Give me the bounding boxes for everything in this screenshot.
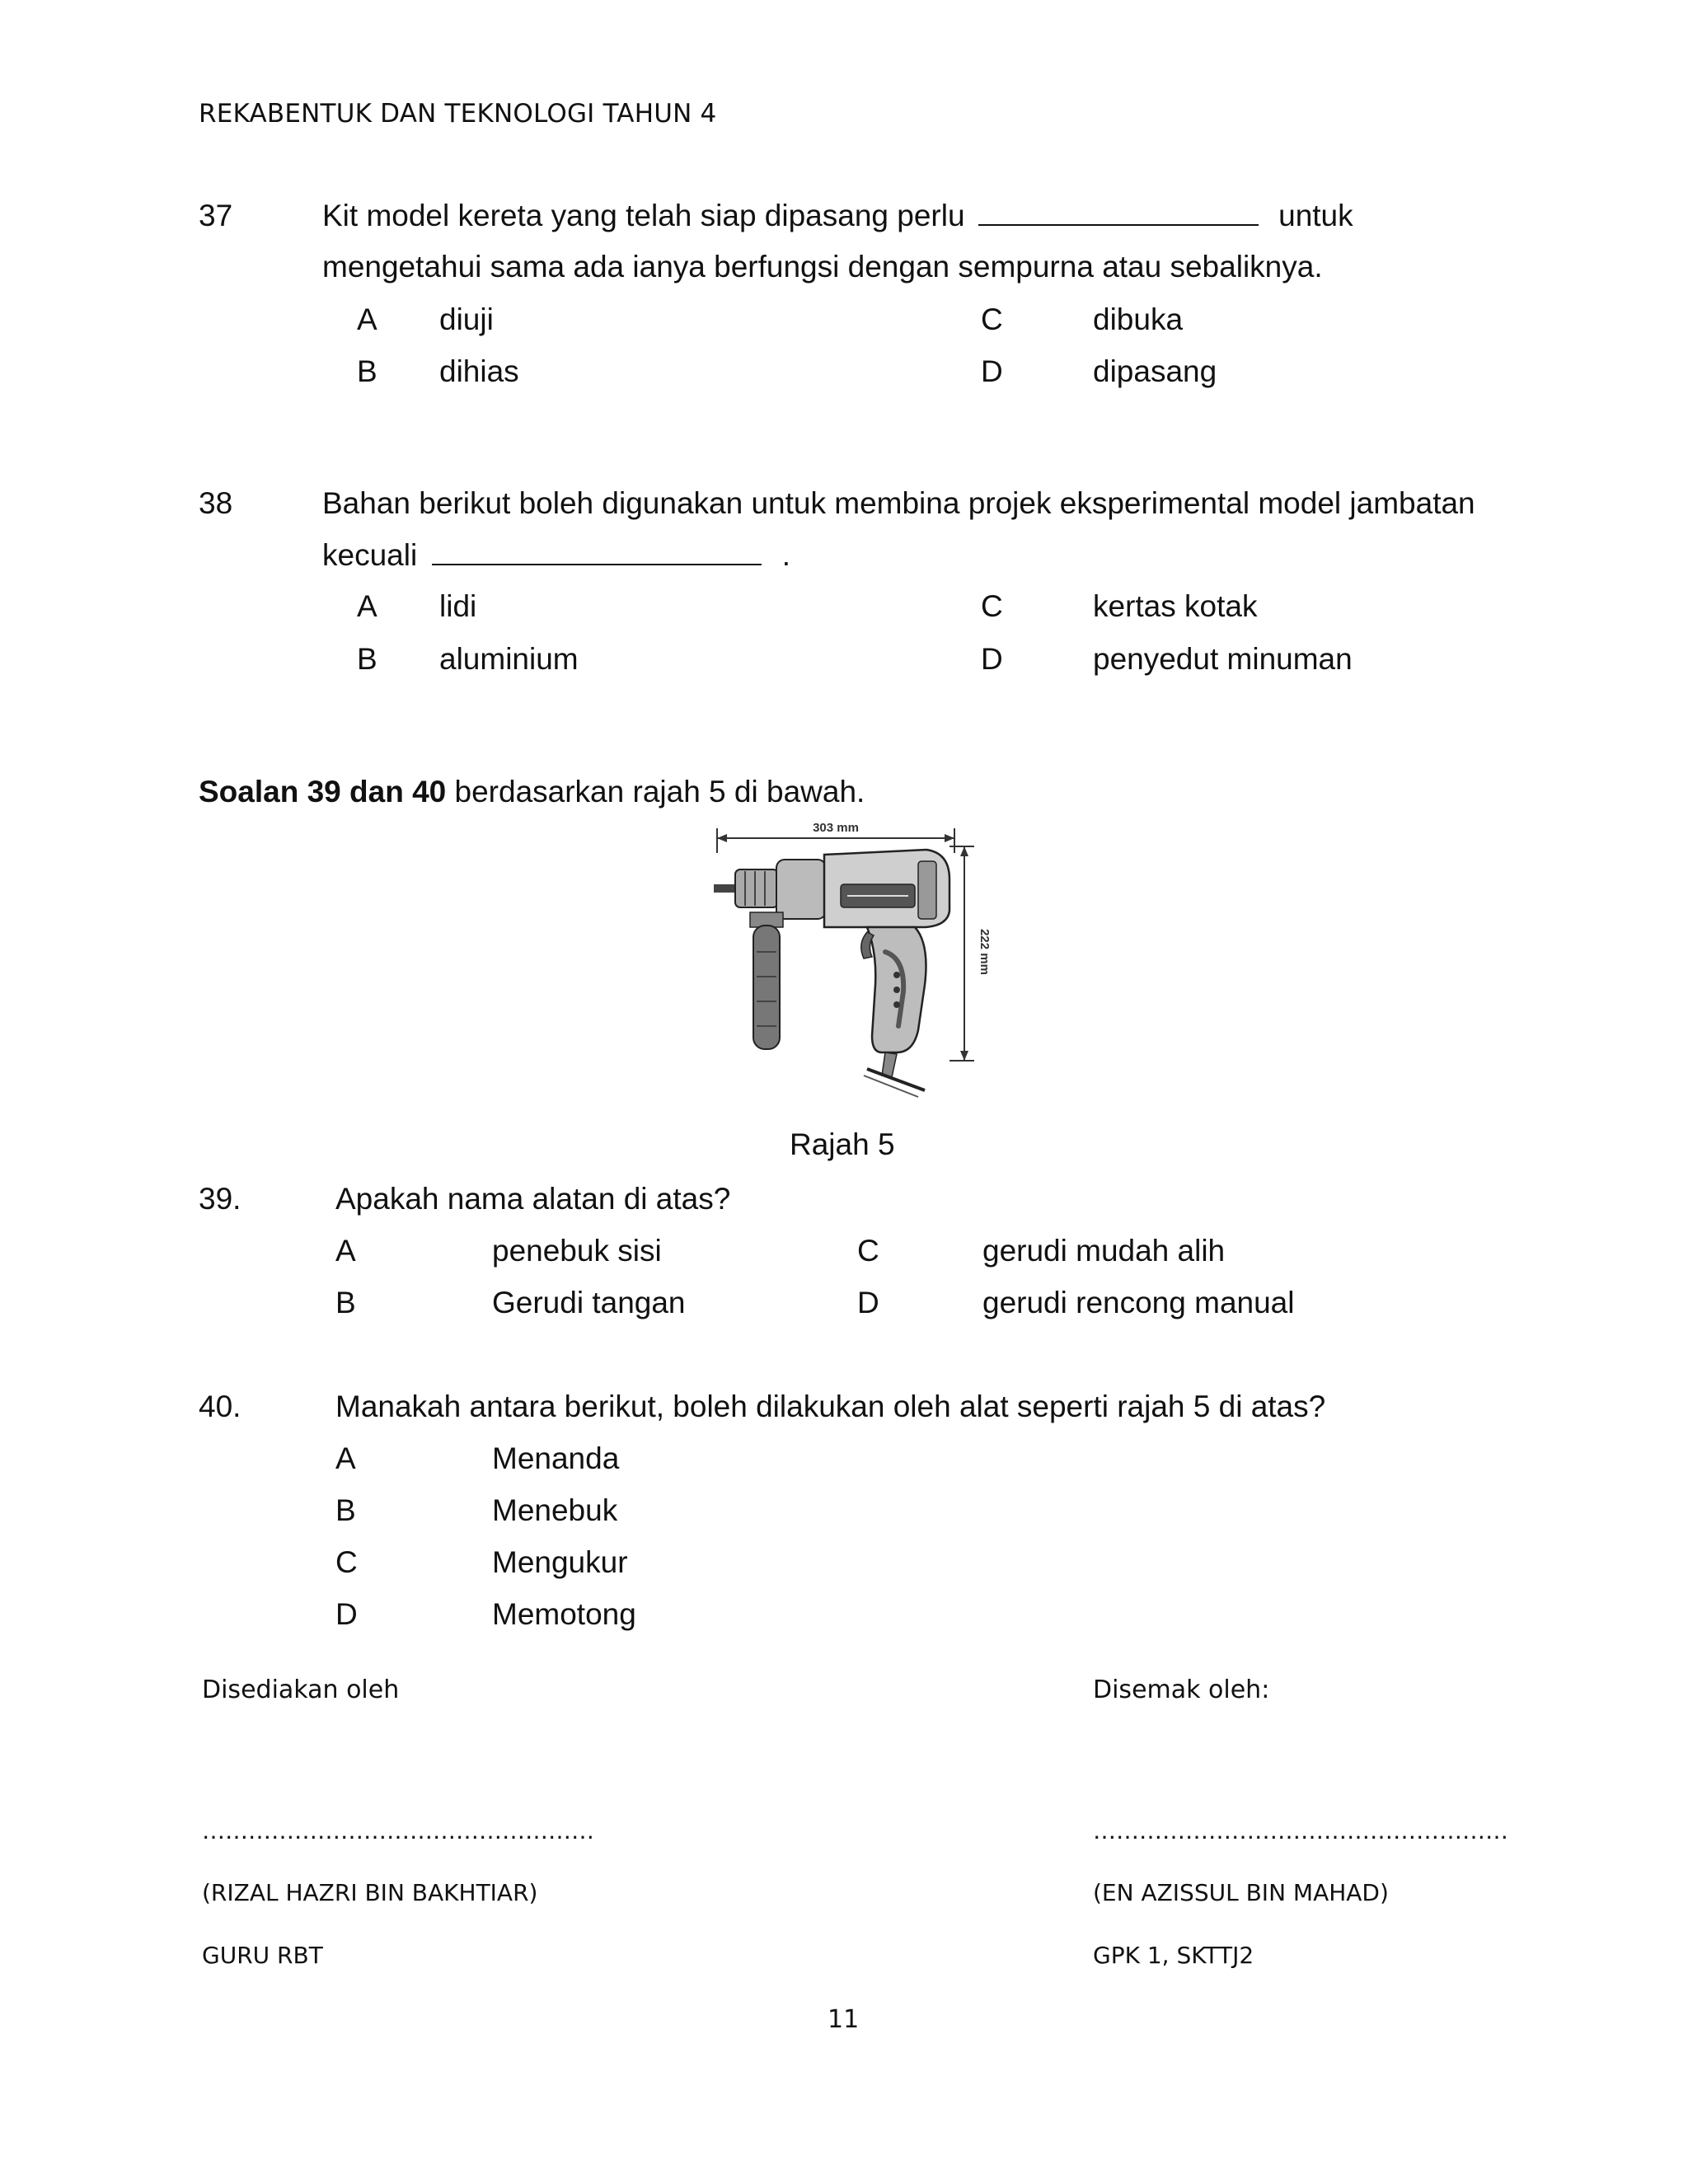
- option-text-d: gerudi rencong manual: [982, 1286, 1295, 1319]
- section-intro: Soalan 39 dan 40 berdasarkan rajah 5 di bawah.: [199, 775, 865, 808]
- question-text: Manakah antara berikut, boleh dilakukan oleh alat seperti rajah 5 di atas?: [335, 1390, 1326, 1423]
- option-letter-b: B: [357, 642, 377, 676]
- signer-name: (RIZAL HAZRI BIN BAKHTIAR): [202, 1879, 538, 1906]
- option-text-c: Mengukur: [492, 1545, 628, 1579]
- option-text-d: dipasang: [1093, 354, 1217, 388]
- figure-caption: Rajah 5: [790, 1127, 895, 1161]
- question-text-line1: Kit model kereta yang telah siap dipasang perlu untuk: [322, 199, 1353, 232]
- signer-role: GURU RBT: [202, 1942, 323, 1969]
- signature-line: ………………………………………………: [1093, 1817, 1508, 1844]
- checked-by-label: Disemak oleh:: [1093, 1675, 1270, 1704]
- option-letter-d: D: [981, 642, 1003, 676]
- width-dimension-label: 303 mm: [813, 821, 859, 835]
- page-header: REKABENTUK DAN TEKNOLOGI TAHUN 4: [199, 99, 717, 129]
- prepared-by-label: Disediakan oleh: [202, 1675, 400, 1704]
- option-letter-c: C: [981, 589, 1003, 623]
- option-text-d: Memotong: [492, 1597, 636, 1631]
- option-letter-a: A: [357, 589, 377, 623]
- option-letter-a: A: [357, 302, 377, 336]
- question-number: 40.: [199, 1390, 241, 1423]
- question-text: Apakah nama alatan di atas?: [335, 1182, 731, 1216]
- option-text-a: lidi: [439, 589, 477, 623]
- signer-role: GPK 1, SKTTJ2: [1093, 1942, 1254, 1969]
- option-letter-d: D: [857, 1286, 879, 1319]
- option-text-b: Gerudi tangan: [492, 1286, 686, 1319]
- option-text-a: penebuk sisi: [492, 1234, 662, 1268]
- answer-blank: [432, 539, 762, 565]
- question-text-line1: Bahan berikut boleh digunakan untuk membina projek eksperimental model jambatan: [322, 486, 1475, 520]
- option-text-b: dihias: [439, 354, 519, 388]
- option-letter-c: C: [857, 1234, 879, 1268]
- option-text-b: aluminium: [439, 642, 579, 676]
- question-number: 39.: [199, 1182, 241, 1216]
- option-text-b: Menebuk: [492, 1493, 618, 1527]
- signer-name: (EN AZISSUL BIN MAHAD): [1093, 1879, 1389, 1906]
- drill-illustration: [702, 820, 991, 1113]
- option-text-c: kertas kotak: [1093, 589, 1258, 623]
- option-letter-d: D: [335, 1597, 358, 1631]
- option-letter-b: B: [357, 354, 377, 388]
- question-text-line2: kecuali .: [322, 538, 791, 572]
- option-letter-a: A: [335, 1441, 356, 1475]
- option-letter-a: A: [335, 1234, 356, 1268]
- option-text-a: Menanda: [492, 1441, 620, 1475]
- signature-line: ……………………………………………: [202, 1817, 594, 1844]
- height-dimension-label: 222 mm: [978, 929, 991, 975]
- question-text-line2: mengetahui sama ada ianya berfungsi dengan sempurna atau sebaliknya.: [322, 250, 1323, 284]
- option-letter-d: D: [981, 354, 1003, 388]
- option-letter-c: C: [981, 302, 1003, 336]
- option-text-d: penyedut minuman: [1093, 642, 1353, 676]
- page-number: 11: [828, 2005, 860, 2034]
- question-number: 37: [199, 199, 233, 232]
- option-letter-b: B: [335, 1493, 356, 1527]
- drill-figure: [702, 820, 991, 1113]
- question-number: 38: [199, 486, 233, 520]
- option-text-a: diuji: [439, 302, 494, 336]
- option-text-c: dibuka: [1093, 302, 1184, 336]
- option-text-c: gerudi mudah alih: [982, 1234, 1226, 1268]
- option-letter-b: B: [335, 1286, 356, 1319]
- option-letter-c: C: [335, 1545, 358, 1579]
- answer-blank: [978, 199, 1259, 226]
